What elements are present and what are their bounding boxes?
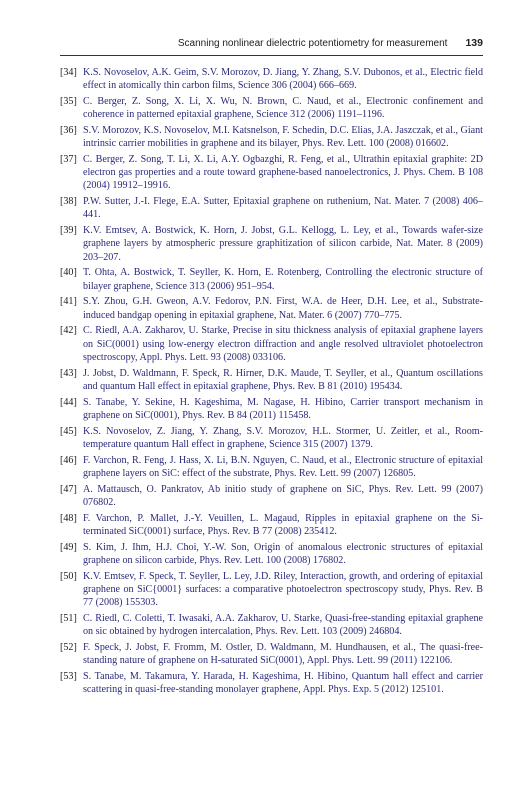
reference-number: [42]	[60, 325, 77, 337]
reference-text: C. Riedl, C. Coletti, T. Iwasaki, A.A. Zakharov, U. Starke, Quasi-free-standing epitaxial graphene on sic obtained by hydrogen intercalation, Phys. Rev. Lett. 103 (2009) 246804.	[83, 612, 483, 638]
reference-item	[60, 224, 483, 264]
reference-item	[60, 195, 483, 221]
reference-text: S. Tanabe, M. Takamura, Y. Harada, H. Kageshima, H. Hibino, Quantum hall effect and carrier scattering in quasi-free-standing monolayer graphene, Appl. Phys. Exp. 5 (2012) 125101.	[83, 670, 483, 696]
reference-text: C. Berger, Z. Song, T. Li, X. Li, A.Y. Ogbazghi, R. Feng, et al., Ultrathin epitaxial graphite: 2D electron gas properties and a route toward graphene-based nanoelectronics, J. Phys. Chem. B 108 (2004) 19912–19916.	[83, 154, 483, 192]
reference-text: S. Kim, J. Ihm, H.J. Choi, Y.-W. Son, Origin of anomalous electronic structures of epitaxial graphene on silicon carbide, Phys. Rev. Lett. 100 (2008) 176802.	[83, 541, 483, 566]
reference-text: K.S. Novoselov, Z. Jiang, Y. Zhang, S.V. Morozov, H.L. Stormer, U. Zeitler, et al., Room-temperature quantum Hall effect in graphene, Science 315 (2007) 1379.	[83, 425, 483, 450]
reference-number: [50]	[60, 570, 77, 582]
reference-text: J. Jobst, D. Waldmann, F. Speck, R. Hirner, D.K. Maude, T. Seyller, et al., Quantum oscillations and quantum Hall effect in epitaxial graphene, Phys. Rev. B 81 (2010) 195434.	[83, 367, 483, 392]
reference-text: A. Mattausch, O. Pankratov, Ab initio study of graphene on SiC, Phys. Rev. Lett. 99 (2007) 076802.	[83, 483, 483, 508]
reference-text: F. Varchon, P. Mallet, J.-Y. Veuillen, L. Magaud, Ripples in epitaxial graphene on the Si-terminated SiC(0001) surface, Phys. Rev. B 77 (2008) 235412.	[83, 512, 483, 537]
reference-list	[60, 66, 483, 699]
reference-number: [49]	[60, 541, 77, 553]
reference-item	[60, 454, 483, 480]
reference-item	[60, 670, 483, 696]
reference-number: [45]	[60, 425, 77, 437]
reference-item	[60, 66, 483, 92]
reference-item	[60, 153, 483, 193]
reference-item	[60, 425, 483, 451]
reference-item	[60, 641, 483, 667]
reference-number: [34]	[60, 67, 77, 78]
reference-text: K.V. Emtsev, A. Bostwick, K. Horn, J. Jobst, G.L. Kellogg, L. Ley, et al., Towards wafer-size graphene layers by atmospheric pressure graphitization of silicon carbide, Nat. Mater. 8 (2009) 203–207.	[83, 225, 483, 263]
reference-item	[60, 512, 483, 538]
running-title: Scanning nonlinear dielectric potentiometry for measurement	[177, 38, 448, 49]
reference-item	[60, 570, 483, 610]
reference-item	[60, 124, 483, 150]
page-header	[60, 37, 483, 49]
reference-text: S.Y. Zhou, G.H. Gweon, A.V. Fedorov, P.N. First, W.A. de Heer, D.H. Lee, et al., Substrate-induced bandgap opening in epitaxial graphene, Nat. Mater. 6 (2007) 770–775.	[83, 296, 483, 321]
reference-number: [40]	[60, 267, 77, 279]
reference-item	[60, 367, 483, 393]
reference-text: S. Tanabe, Y. Sekine, H. Kageshima, M. Nagase, H. Hibino, Carrier transport mechanism in graphene on SiC(0001), Phys. Rev. B 84 (2011) 115458.	[83, 396, 483, 421]
reference-item	[60, 541, 483, 567]
reference-number: [51]	[60, 612, 77, 624]
reference-text: K.V. Emtsev, F. Speck, T. Seyller, L. Ley, J.D. Riley, Interaction, growth, and ordering of epitaxial graphene on SiC{0001} surfaces: a comparative photoelectron spectroscopy study, Phys. Rev. B 77 (2008) 155303.	[83, 570, 483, 609]
reference-item	[60, 266, 483, 292]
reference-number: [52]	[60, 641, 77, 653]
reference-item	[60, 324, 483, 364]
reference-item	[60, 396, 483, 422]
reference-number: [36]	[60, 125, 77, 136]
reference-item	[60, 295, 483, 321]
reference-number: [47]	[60, 483, 77, 495]
reference-number: [43]	[60, 367, 77, 379]
reference-number: [44]	[60, 396, 77, 408]
page-number: 139	[465, 37, 483, 49]
reference-number: [41]	[60, 296, 77, 308]
reference-text: S.V. Morozov, K.S. Novoselov, M.I. Katsnelson, F. Schedin, D.C. Elias, J.A. Jaszczak, et al., Giant intrinsic carrier mobilities in graphene and its bilayer, Phys. Rev. Lett. 100 (2008) 016602.	[83, 125, 483, 150]
reference-number: [38]	[60, 196, 77, 208]
reference-number: [48]	[60, 512, 77, 524]
reference-number: [46]	[60, 454, 77, 466]
reference-number: [39]	[60, 225, 77, 237]
reference-text: C. Riedl, A.A. Zakharov, U. Starke, Precise in situ thickness analysis of epitaxial graphene layers on SiC(0001) using low-energy electron diffraction and angle resolved ultraviolet photoelectron spectroscopy, Appl. Phys. Lett. 93 (2008) 033106.	[83, 325, 483, 363]
reference-text: C. Berger, Z. Song, X. Li, X. Wu, N. Brown, C. Naud, et al., Electronic confinement and coherence in patterned epitaxial graphene, Science 312 (2006) 1191–1196.	[83, 96, 483, 121]
reference-number: [35]	[60, 96, 77, 107]
reference-text: K.S. Novoselov, A.K. Geim, S.V. Morozov, D. Jiang, Y. Zhang, S.V. Dubonos, et al., Electric field effect in atomically thin carbon films, Science 306 (2004) 666–669.	[83, 67, 483, 92]
reference-item	[60, 612, 483, 638]
reference-text: F. Varchon, R. Feng, J. Hass, X. Li, B.N. Nguyen, C. Naud, et al., Electronic structure of epitaxial graphene layers on SiC: effect of the substrate, Phys. Rev. Lett. 99 (2007) 126805.	[83, 454, 483, 479]
reference-number: [53]	[60, 670, 77, 682]
reference-text: F. Speck, J. Jobst, F. Fromm, M. Ostler, D. Waldmann, M. Hundhausen, et al., The quasi-free-standing nature of graphene on H-saturated SiC(0001), Appl. Phys. Lett. 99 (2011) 122106.	[83, 641, 483, 667]
reference-number: [37]	[60, 154, 77, 165]
reference-text: P.W. Sutter, J.-I. Flege, E.A. Sutter, Epitaxial graphene on ruthenium, Nat. Mater. 7 (2008) 406–441.	[83, 196, 483, 221]
reference-item	[60, 95, 483, 121]
reference-item	[60, 483, 483, 509]
header-rule	[60, 55, 483, 56]
reference-text: T. Ohta, A. Bostwick, T. Seyller, K. Horn, E. Rotenberg, Controlling the electronic structure of bilayer graphene, Science 313 (2006) 951–954.	[83, 267, 483, 292]
